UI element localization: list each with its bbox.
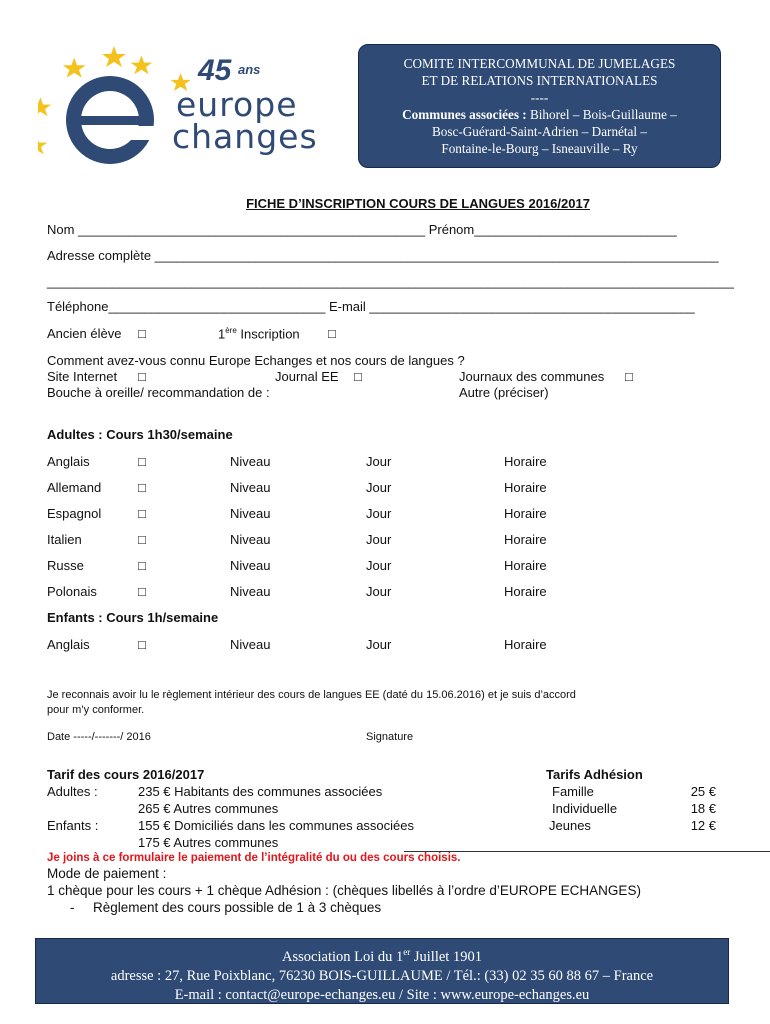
- horaire-field[interactable]: Horaire: [504, 454, 547, 469]
- horaire-field[interactable]: Horaire: [504, 637, 547, 652]
- journal-ee-checkbox[interactable]: □: [354, 369, 362, 384]
- footer-date: Juillet 1901: [410, 948, 482, 965]
- header-line1: COMITE INTERCOMMUNAL DE JUMELAGES: [403, 56, 676, 71]
- site-internet-label: Site Internet: [47, 369, 118, 384]
- horaire-field[interactable]: Horaire: [504, 584, 547, 599]
- language-checkbox[interactable]: □: [138, 637, 146, 652]
- horaire-field[interactable]: Horaire: [504, 506, 547, 521]
- adhesion-price: 12 €: [690, 818, 716, 833]
- language-name: Italien: [47, 532, 82, 547]
- language-checkbox[interactable]: □: [138, 532, 146, 547]
- header-separator: ----: [530, 90, 549, 105]
- premiere-inscription-label: [218, 326, 300, 341]
- agreement-line2: pour m’y conformer.: [47, 704, 145, 716]
- adhesion-price: 25 €: [690, 784, 716, 799]
- payment-line1: 1 chèque pour les cours + 1 chèque Adhésion : (chèques libellés à l’ordre d’EUROPE ECHANGES): [47, 883, 641, 898]
- tarifs-heading: Tarif des cours 2016/2017: [47, 767, 205, 782]
- jour-field[interactable]: Jour: [366, 532, 392, 547]
- niveau-field[interactable]: Niveau: [230, 532, 271, 547]
- language-checkbox[interactable]: □: [138, 454, 146, 469]
- header-communes-line2: Bosc-Guérard-Saint-Adrien – Darnétal –: [432, 124, 647, 139]
- site-internet-checkbox[interactable]: □: [138, 369, 146, 384]
- journaux-communes-checkbox[interactable]: □: [625, 369, 633, 384]
- inscription-text: Inscription: [236, 326, 300, 342]
- header-communes-line3: Fontaine-le-Bourg – Isneauville – Ry: [441, 141, 638, 156]
- payment-line2: Règlement des cours possible de 1 à 3 chèques: [93, 900, 382, 915]
- niveau-field[interactable]: Niveau: [230, 454, 271, 469]
- adhesion-label: Individuelle: [552, 801, 618, 816]
- horaire-field[interactable]: Horaire: [504, 558, 547, 573]
- logo-text-bottom: changes: [172, 117, 318, 156]
- bouche-oreille-label: Bouche à oreille/ recommandation de :: [47, 385, 270, 400]
- niveau-field[interactable]: Niveau: [230, 558, 271, 573]
- language-name: Polonais: [47, 584, 97, 599]
- footer-address: adresse : 27, Rue Poixblanc, 76230 BOIS-GUILLAUME / Tél.: (33) 02 35 60 88 67 – France: [110, 967, 654, 984]
- adhesion-label: Famille: [552, 784, 594, 799]
- language-checkbox[interactable]: □: [138, 480, 146, 495]
- jour-field[interactable]: Jour: [366, 454, 392, 469]
- language-name: Anglais: [47, 454, 90, 469]
- niveau-field[interactable]: Niveau: [230, 480, 271, 495]
- premiere-inscription-checkbox[interactable]: □: [328, 326, 336, 341]
- journal-ee-label: Journal EE: [275, 369, 339, 384]
- date-field[interactable]: Date -----/-------/ 2016: [47, 731, 151, 743]
- language-name: Espagnol: [47, 506, 102, 521]
- language-name: Anglais: [47, 637, 90, 652]
- logo-anniversary-suffix: ans: [238, 62, 261, 77]
- adresse-field[interactable]: Adresse complète ______________________________________________________________________________: [47, 248, 719, 263]
- agreement-line1: Je reconnais avoir lu le règlement intérieur des cours de langues EE (daté du 15.06.2016) et je suis d’accord: [47, 689, 576, 701]
- language-checkbox[interactable]: □: [138, 584, 146, 599]
- adhesion-heading: Tarifs Adhésion: [546, 767, 643, 782]
- source-question: Comment avez-vous connu Europe Echanges et nos cours de langues ?: [47, 353, 465, 368]
- niveau-field[interactable]: Niveau: [230, 506, 271, 521]
- nom-field[interactable]: Nom ________________________________________________ Prénom____________________________: [47, 222, 677, 237]
- journaux-communes-label: Journaux des communes: [459, 369, 605, 384]
- header-line2: ET DE RELATIONS INTERNATIONALES: [421, 73, 658, 88]
- communes-label: Communes associées :: [402, 107, 527, 122]
- horaire-field[interactable]: Horaire: [504, 532, 547, 547]
- language-name: Russe: [47, 558, 84, 573]
- jour-field[interactable]: Jour: [366, 637, 392, 652]
- payment-mode: Mode de paiement :: [47, 866, 167, 881]
- header-box: [358, 44, 721, 168]
- footer-sup: er: [403, 947, 411, 957]
- form-title: FICHE D’INSCRIPTION COURS DE LANGUES 2016/2017: [246, 196, 590, 211]
- jour-field[interactable]: Jour: [366, 584, 392, 599]
- logo-text-top: europe: [176, 85, 298, 124]
- communes-list-1: Bihorel – Bois-Guillaume –: [526, 107, 677, 122]
- payment-bullet: -: [70, 900, 75, 915]
- inscription-sup: ère: [225, 326, 237, 335]
- language-checkbox[interactable]: □: [138, 506, 146, 521]
- footer-box: [35, 938, 729, 1004]
- tarifs-adultes-label: Adultes :: [47, 784, 98, 799]
- inscription-number: 1: [218, 326, 226, 342]
- tarifs-enfants-1: 155 € Domiciliés dans les communes associées: [138, 818, 415, 833]
- adresse-field-2[interactable]: _______________________________________________________________________________________________: [47, 274, 734, 289]
- telephone-email-field[interactable]: Téléphone______________________________ E-mail _____________________________________________: [47, 299, 695, 314]
- jour-field[interactable]: Jour: [366, 558, 392, 573]
- payment-warning: Je joins à ce formulaire le paiement de l’intégralité du ou des cours choisis.: [47, 852, 461, 864]
- logo-anniversary: 45: [198, 54, 232, 87]
- adults-heading: Adultes : Cours 1h30/semaine: [47, 427, 233, 442]
- niveau-field[interactable]: Niveau: [230, 584, 271, 599]
- autre-label: Autre (préciser): [459, 385, 549, 400]
- tarifs-enfants-label: Enfants :: [47, 818, 99, 833]
- header-communes-line1: [359, 106, 720, 123]
- ancien-eleve-checkbox[interactable]: □: [138, 326, 146, 341]
- horaire-field[interactable]: Horaire: [504, 480, 547, 495]
- language-checkbox[interactable]: □: [138, 558, 146, 573]
- footer-association: Association Loi du 1: [282, 948, 404, 965]
- children-heading: Enfants : Cours 1h/semaine: [47, 610, 219, 625]
- signature-field[interactable]: Signature: [366, 731, 414, 743]
- adhesion-price: 18 €: [690, 801, 716, 816]
- tarifs-adultes-2: 265 € Autres communes: [138, 801, 279, 816]
- language-name: Allemand: [47, 480, 102, 495]
- adhesion-label: Jeunes: [549, 818, 591, 833]
- jour-field[interactable]: Jour: [366, 480, 392, 495]
- niveau-field[interactable]: Niveau: [230, 637, 271, 652]
- logo: [38, 40, 318, 170]
- tarifs-enfants-2: 175 € Autres communes: [138, 835, 279, 850]
- footer-line1: [36, 943, 728, 967]
- ancien-eleve-label: Ancien élève: [47, 326, 122, 341]
- jour-field[interactable]: Jour: [366, 506, 392, 521]
- footer-contact: E-mail : contact@europe-echanges.eu / Site : www.europe-echanges.eu: [174, 986, 590, 1003]
- tarifs-adultes-1: 235 € Habitants des communes associées: [138, 784, 383, 799]
